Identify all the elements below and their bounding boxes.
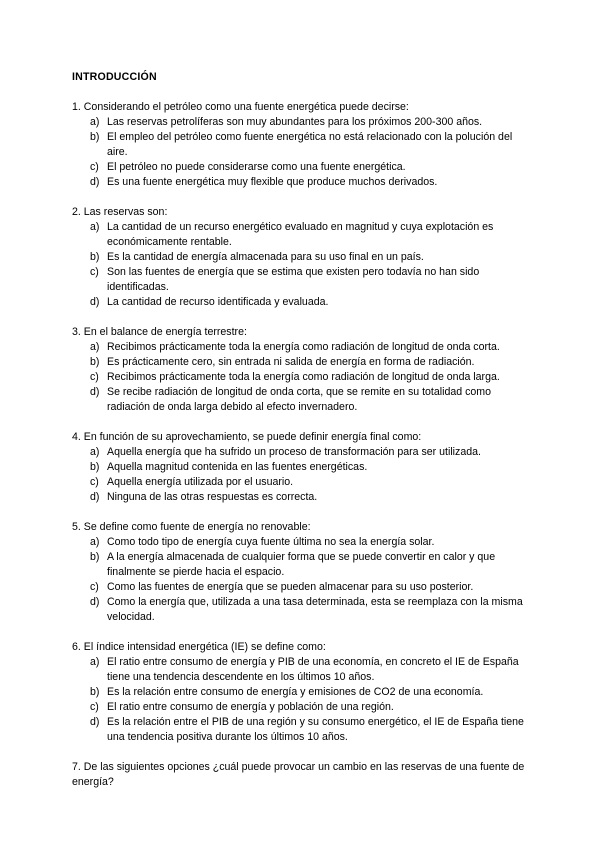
- option-letter: a): [90, 536, 100, 548]
- question-stem: 5. Se define como fuente de energía no renovable:: [72, 521, 311, 533]
- option-letter: a): [90, 446, 100, 458]
- option-text: Recibimos prácticamente toda la energía como radiación de longitud de onda larga.: [107, 371, 500, 383]
- option-text: Ninguna de las otras respuestas es correcta.: [107, 491, 318, 503]
- option-item: [72, 385, 532, 415]
- option-item: [72, 460, 532, 475]
- option-letter: d): [90, 386, 100, 398]
- option-text: Aquella energía que ha sufrido un proceso de transformación para ser utilizada.: [107, 446, 481, 458]
- option-text: Es una fuente energética muy flexible que produce muchos derivados.: [107, 176, 438, 188]
- option-letter: b): [90, 461, 100, 473]
- question-stem: 3. En el balance de energía terrestre:: [72, 326, 247, 338]
- option-text: Como la energía que, utilizada a una tasa determinada, esta se reemplaza con la misma velocidad.: [107, 596, 523, 623]
- option-item: [72, 250, 532, 265]
- option-item: [72, 595, 532, 625]
- option-letter: b): [90, 686, 100, 698]
- option-item: [72, 550, 532, 580]
- option-item: [72, 445, 532, 460]
- option-item: [72, 685, 532, 700]
- question-4: [72, 430, 532, 505]
- option-item: [72, 475, 532, 490]
- option-item: [72, 175, 532, 190]
- option-letter: d): [90, 491, 100, 503]
- option-text: Es la relación entre el PIB de una región y su consumo energético, el IE de España tiene una tendencia positiva durante los últimos 10 años.: [107, 716, 524, 743]
- question-stem: 6. El índice intensidad energética (IE) se define como:: [72, 641, 326, 653]
- option-item: [72, 700, 532, 715]
- option-letter: b): [90, 356, 100, 368]
- option-text: Es prácticamente cero, sin entrada ni salida de energía en forma de radiación.: [107, 356, 475, 368]
- option-item: [72, 265, 532, 295]
- question-6: [72, 640, 532, 745]
- question-stem: 4. En función de su aprovechamiento, se puede definir energía final como:: [72, 431, 422, 443]
- option-text: El empleo del petróleo como fuente energética no está relacionado con la polución del aire.: [107, 131, 513, 158]
- option-text: Recibimos prácticamente toda la energía como radiación de longitud de onda corta.: [107, 341, 500, 353]
- option-item: [72, 130, 532, 160]
- option-item: [72, 715, 532, 745]
- option-letter: d): [90, 596, 100, 608]
- question-2: [72, 205, 532, 310]
- option-item: [72, 160, 532, 175]
- question-1: [72, 100, 532, 190]
- option-letter: d): [90, 176, 100, 188]
- option-letter: b): [90, 131, 100, 143]
- option-text: Las reservas petrolíferas son muy abundantes para los próximos 200-300 años.: [107, 116, 483, 128]
- question-5: [72, 520, 532, 625]
- option-text: La cantidad de recurso identificada y evaluada.: [107, 296, 329, 308]
- option-text: A la energía almacenada de cualquier forma que se puede convertir en calor y que finalmente se pierde hacia el espacio.: [107, 551, 496, 578]
- option-item: [72, 490, 532, 505]
- option-letter: c): [90, 476, 99, 488]
- question-stem: 7. De las siguientes opciones ¿cuál puede provocar un cambio en las reservas de una fuente de energía?: [72, 761, 525, 788]
- option-letter: a): [90, 341, 100, 353]
- option-text: Es la cantidad de energía almacenada para su uso final en un país.: [107, 251, 424, 263]
- option-letter: c): [90, 266, 99, 278]
- question-7: [72, 760, 532, 790]
- option-letter: c): [90, 371, 99, 383]
- question-stem: 1. Considerando el petróleo como una fuente energética puede decirse:: [72, 101, 409, 113]
- question-list: [72, 100, 532, 805]
- option-text: Como todo tipo de energía cuya fuente última no sea la energía solar.: [107, 536, 435, 548]
- option-item: [72, 295, 532, 310]
- option-text: Aquella magnitud contenida en las fuentes energéticas.: [107, 461, 368, 473]
- option-item: [72, 655, 532, 685]
- option-item: [72, 340, 532, 355]
- option-text: Se recibe radiación de longitud de onda corta, que se remite en su totalidad como radiación de onda larga debido al efecto invernadero.: [107, 386, 491, 413]
- question-stem: 2. Las reservas son:: [72, 206, 168, 218]
- option-letter: c): [90, 701, 99, 713]
- option-text: Es la relación entre consumo de energía y emisiones de CO2 de una economía.: [107, 686, 484, 698]
- option-letter: a): [90, 656, 100, 668]
- option-letter: c): [90, 161, 99, 173]
- option-text: Son las fuentes de energía que se estima que existen pero todavía no han sido identificadas.: [107, 266, 480, 293]
- option-item: [72, 115, 532, 130]
- option-letter: b): [90, 251, 100, 263]
- section-heading: INTRODUCCIÓN: [72, 71, 157, 83]
- option-item: [72, 355, 532, 370]
- option-letter: a): [90, 221, 100, 233]
- question-3: [72, 325, 532, 415]
- option-letter: c): [90, 581, 99, 593]
- option-item: [72, 370, 532, 385]
- option-letter: b): [90, 551, 100, 563]
- option-text: Como las fuentes de energía que se pueden almacenar para su uso posterior.: [107, 581, 474, 593]
- option-item: [72, 535, 532, 550]
- option-item: [72, 580, 532, 595]
- option-letter: d): [90, 716, 100, 728]
- option-item: [72, 220, 532, 250]
- option-text: El petróleo no puede considerarse como una fuente energética.: [107, 161, 406, 173]
- option-text: El ratio entre consumo de energía y población de una región.: [107, 701, 394, 713]
- option-letter: a): [90, 116, 100, 128]
- option-letter: d): [90, 296, 100, 308]
- option-text: El ratio entre consumo de energía y PIB de una economía, en concreto el IE de España tiene una tendencia descendente en los últimos 10 años.: [107, 656, 519, 683]
- option-text: Aquella energía utilizada por el usuario.: [107, 476, 294, 488]
- option-text: La cantidad de un recurso energético evaluado en magnitud y cuya explotación es económicamente rentable.: [107, 221, 494, 248]
